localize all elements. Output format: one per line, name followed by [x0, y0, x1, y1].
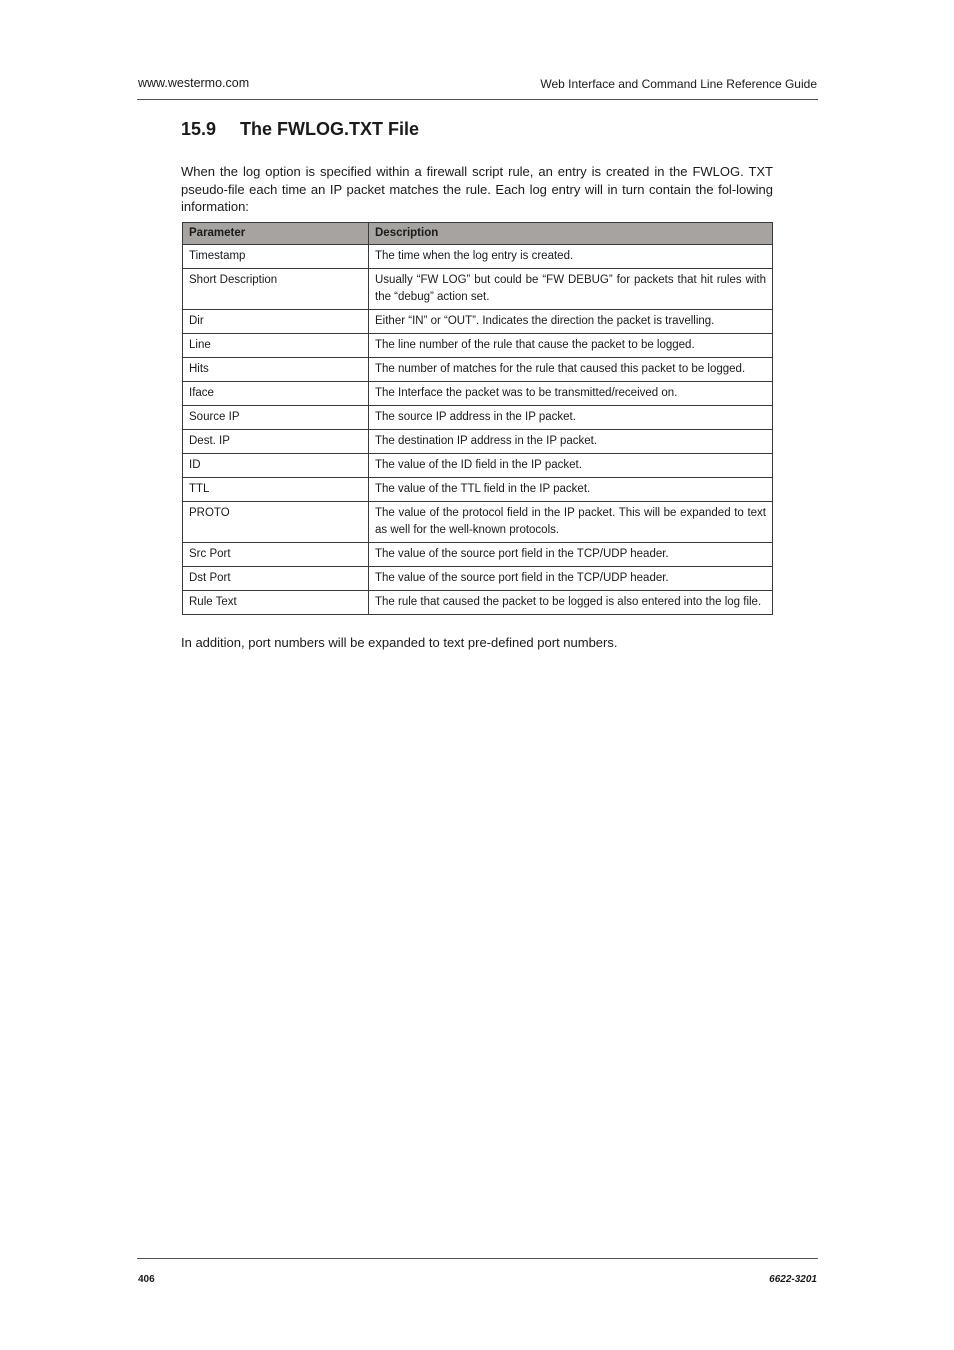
description-cell: The value of the source port field in the TCP/UDP header.	[369, 543, 773, 567]
parameter-cell: ID	[183, 454, 369, 478]
parameter-cell: Iface	[183, 382, 369, 406]
description-cell: The value of the ID field in the IP packet.	[369, 454, 773, 478]
parameter-cell: Rule Text	[183, 591, 369, 615]
log-parameter-table	[182, 222, 773, 615]
table-row	[183, 358, 773, 382]
table-header-row	[183, 223, 773, 245]
table-row	[183, 430, 773, 454]
footer-divider	[137, 1258, 818, 1259]
intro-paragraph: When the log option is specified within a firewall script rule, an entry is created in the FWLOG. TXT pseudo-file each time an IP packet matches the rule. Each log entry will in turn contain the fol-lowing information:	[181, 164, 773, 214]
table-row	[183, 502, 773, 543]
page-number: 406	[138, 1274, 155, 1285]
table-row	[183, 406, 773, 430]
parameter-cell: Dest. IP	[183, 430, 369, 454]
parameter-cell: Source IP	[183, 406, 369, 430]
parameter-cell: Timestamp	[183, 245, 369, 269]
parameter-cell: Hits	[183, 358, 369, 382]
section-number: 15.9	[181, 119, 217, 139]
column-header-parameter: Parameter	[183, 223, 369, 245]
document-number: 6622-3201	[769, 1274, 817, 1285]
parameter-cell: Short Description	[183, 269, 369, 310]
table-row	[183, 269, 773, 310]
table-row	[183, 454, 773, 478]
description-cell: The value of the source port field in the TCP/UDP header.	[369, 567, 773, 591]
table-row	[183, 382, 773, 406]
table-row	[183, 543, 773, 567]
header-website: www.westermo.com	[138, 76, 250, 90]
table-row	[183, 567, 773, 591]
description-cell: The value of the TTL field in the IP packet.	[369, 478, 773, 502]
table-row	[183, 245, 773, 269]
table-row	[183, 310, 773, 334]
table-row	[183, 334, 773, 358]
description-cell: Usually “FW LOG” but could be “FW DEBUG” for packets that hit rules with the “debug” action set.	[369, 269, 773, 310]
description-cell: The destination IP address in the IP packet.	[369, 430, 773, 454]
section-heading	[181, 119, 419, 140]
table-row	[183, 478, 773, 502]
parameter-cell: PROTO	[183, 502, 369, 543]
header-divider	[137, 99, 818, 100]
parameter-cell: Dir	[183, 310, 369, 334]
description-cell: The value of the protocol field in the IP packet. This will be expanded to text as well for the well-known protocols.	[369, 502, 773, 543]
description-cell: The number of matches for the rule that caused this packet to be logged.	[369, 358, 773, 382]
description-cell: The rule that caused the packet to be logged is also entered into the log file.	[369, 591, 773, 615]
parameter-cell: Src Port	[183, 543, 369, 567]
description-cell: The source IP address in the IP packet.	[369, 406, 773, 430]
description-cell: The line number of the rule that cause the packet to be logged.	[369, 334, 773, 358]
description-cell: Either “IN” or “OUT”. Indicates the direction the packet is travelling.	[369, 310, 773, 334]
parameter-cell: Dst Port	[183, 567, 369, 591]
description-cell: The time when the log entry is created.	[369, 245, 773, 269]
closing-paragraph: In addition, port numbers will be expanded to text pre-defined port numbers.	[181, 635, 618, 650]
column-header-description: Description	[369, 223, 773, 245]
parameter-cell: TTL	[183, 478, 369, 502]
description-cell: The Interface the packet was to be transmitted/received on.	[369, 382, 773, 406]
section-title: The FWLOG.TXT File	[240, 119, 419, 139]
parameter-cell: Line	[183, 334, 369, 358]
header-guide-title: Web Interface and Command Line Reference Guide	[540, 77, 817, 91]
table-row	[183, 591, 773, 615]
